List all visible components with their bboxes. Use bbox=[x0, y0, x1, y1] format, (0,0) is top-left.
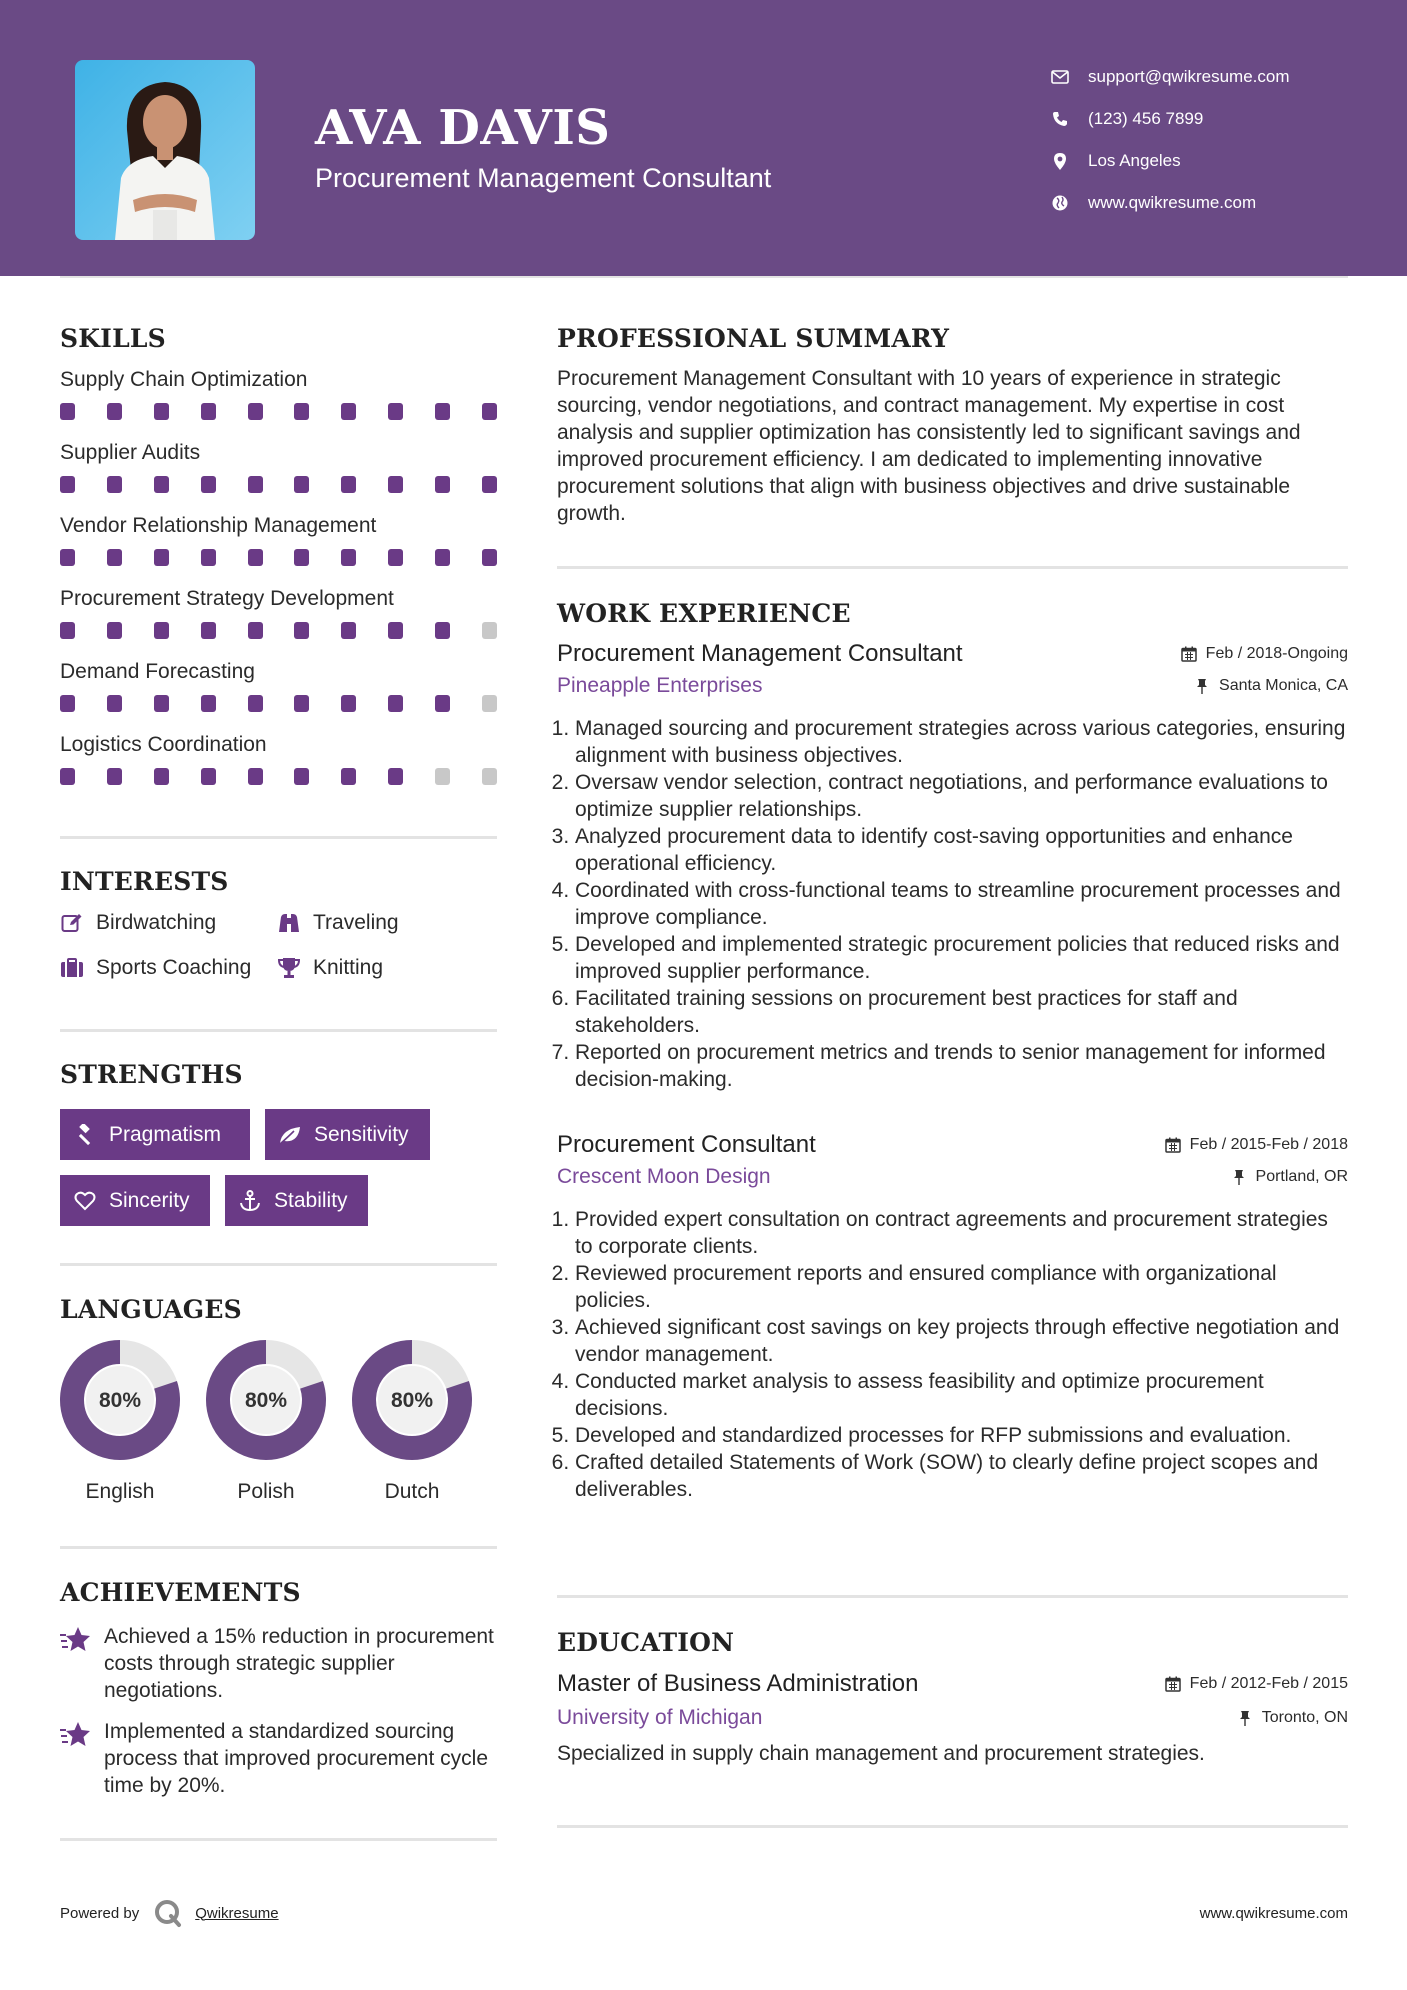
powered-by-text: Powered by bbox=[60, 1904, 140, 1922]
phone-icon bbox=[1050, 109, 1070, 129]
calendar-icon bbox=[1180, 645, 1198, 663]
rating-dot-filled bbox=[201, 695, 216, 712]
strength-badge bbox=[225, 1175, 368, 1226]
contact-website[interactable] bbox=[1050, 182, 1380, 224]
language-name: Dutch bbox=[384, 1480, 440, 1503]
pencil-square-icon bbox=[60, 911, 84, 935]
language-progress-ring bbox=[59, 1339, 181, 1461]
duty-item: 3. Achieved significant cost savings on key projects through effective negotiation and vendor management. bbox=[575, 1314, 1348, 1368]
rating-dot-filled bbox=[388, 549, 403, 566]
skill-item bbox=[60, 438, 497, 493]
rating-dot-empty bbox=[435, 768, 450, 785]
rating-dot-filled bbox=[60, 622, 75, 639]
rating-dot-filled bbox=[107, 403, 122, 420]
rating-dot-filled bbox=[107, 622, 122, 639]
achievement-text: Achieved a 15% reduction in procurement costs through strategic supplier negotiations. bbox=[104, 1625, 494, 1702]
strength-badge bbox=[60, 1175, 210, 1226]
contact-phone-text: (123) 456 7899 bbox=[1088, 109, 1204, 128]
profile-photo-image bbox=[75, 60, 255, 240]
duty-item: 5. Developed and standardized processes for RFP submissions and evaluation. bbox=[575, 1422, 1348, 1449]
skill-rating bbox=[60, 476, 497, 493]
suitcase-icon bbox=[60, 956, 84, 980]
rating-dot-empty bbox=[482, 768, 497, 785]
duty-item: 3. Analyzed procurement data to identify cost-saving opportunities and enhance operational efficiency. bbox=[575, 823, 1348, 877]
language-progress-ring bbox=[351, 1339, 473, 1461]
job-entry bbox=[557, 1131, 1348, 1503]
rating-dot-filled bbox=[341, 695, 356, 712]
rating-dot-filled bbox=[248, 476, 263, 493]
qwikresume-link[interactable]: Qwikresume bbox=[195, 1904, 279, 1922]
skill-rating bbox=[60, 695, 497, 712]
heart-icon bbox=[73, 1189, 97, 1213]
skill-item bbox=[60, 511, 497, 566]
rating-dot-filled bbox=[248, 768, 263, 785]
language-name: English bbox=[85, 1480, 155, 1503]
education-location bbox=[1236, 1709, 1348, 1727]
rating-dot-filled bbox=[388, 403, 403, 420]
rating-dot-filled bbox=[435, 403, 450, 420]
rating-dot-filled bbox=[294, 695, 309, 712]
candidate-title: Procurement Management Consultant bbox=[315, 163, 772, 193]
rating-dot-filled bbox=[154, 695, 169, 712]
rating-dot-filled bbox=[248, 695, 263, 712]
skill-rating bbox=[60, 622, 497, 639]
rating-dot-filled bbox=[341, 476, 356, 493]
skill-item bbox=[60, 365, 497, 420]
skill-item bbox=[60, 584, 497, 639]
rating-dot-filled bbox=[435, 549, 450, 566]
job-location-text: Portland, OR bbox=[1255, 1168, 1348, 1185]
job-location bbox=[1193, 677, 1348, 695]
candidate-name: AVA DAVIS bbox=[315, 100, 611, 156]
language-item bbox=[351, 1339, 473, 1504]
envelope-icon bbox=[1050, 67, 1070, 87]
skill-name: Supplier Audits bbox=[60, 441, 201, 464]
strength-label: Pragmatism bbox=[109, 1122, 222, 1146]
calendar-icon bbox=[1164, 1675, 1182, 1693]
contact-phone[interactable] bbox=[1050, 98, 1380, 140]
rating-dot-filled bbox=[248, 403, 263, 420]
rating-dot-filled bbox=[154, 549, 169, 566]
skill-rating bbox=[60, 549, 497, 566]
rating-dot-filled bbox=[341, 549, 356, 566]
binoculars-icon bbox=[277, 911, 301, 935]
rating-dot-filled bbox=[154, 403, 169, 420]
interest-item bbox=[60, 956, 251, 980]
trophy-icon bbox=[277, 956, 301, 980]
achievement-text: Implemented a standardized sourcing process that improved procurement cycle time by 20%. bbox=[104, 1720, 488, 1797]
leaf-icon bbox=[278, 1123, 302, 1147]
globe-icon bbox=[1050, 193, 1070, 213]
duty-item: 1. Managed sourcing and procurement strategies across various categories, ensuring alignment with business objectives. bbox=[575, 715, 1348, 769]
rating-dot-filled bbox=[60, 768, 75, 785]
qwikresume-logo-icon bbox=[153, 1898, 183, 1928]
rating-dot-filled bbox=[294, 622, 309, 639]
job-duties bbox=[557, 1206, 1348, 1503]
language-item bbox=[59, 1339, 181, 1504]
experience-title: WORK EXPERIENCE bbox=[557, 599, 851, 628]
education-title: EDUCATION bbox=[557, 1628, 735, 1657]
education-location-text: Toronto, ON bbox=[1261, 1709, 1348, 1726]
skill-name: Logistics Coordination bbox=[60, 733, 267, 756]
contact-list bbox=[1050, 56, 1380, 224]
job-duties bbox=[557, 715, 1348, 1093]
anchor-icon bbox=[238, 1189, 262, 1213]
job-title: Procurement Management Consultant bbox=[557, 640, 963, 667]
language-percent: 80% bbox=[390, 1389, 434, 1412]
rating-dot-filled bbox=[248, 622, 263, 639]
rating-dot-filled bbox=[107, 768, 122, 785]
rating-dot-filled bbox=[435, 622, 450, 639]
skills-title: SKILLS bbox=[60, 324, 166, 353]
strength-label: Sincerity bbox=[109, 1188, 190, 1212]
gavel-icon bbox=[73, 1123, 97, 1147]
map-pin-icon bbox=[1050, 151, 1070, 171]
strength-label: Stability bbox=[274, 1188, 348, 1212]
rating-dot-filled bbox=[154, 622, 169, 639]
rating-dot-filled bbox=[201, 403, 216, 420]
language-percent: 80% bbox=[244, 1389, 288, 1412]
interests-title: INTERESTS bbox=[60, 867, 229, 896]
summary-section bbox=[557, 324, 1348, 527]
job-dates-text: Feb / 2015-Feb / 2018 bbox=[1189, 1136, 1348, 1153]
strength-label: Sensitivity bbox=[314, 1122, 409, 1146]
rating-dot-filled bbox=[388, 622, 403, 639]
calendar-icon bbox=[1164, 1136, 1182, 1154]
section-divider bbox=[557, 566, 1348, 569]
achievement-item bbox=[60, 1718, 497, 1799]
interest-label: Knitting bbox=[313, 956, 384, 979]
rating-dot-filled bbox=[60, 403, 75, 420]
section-divider bbox=[60, 1546, 497, 1549]
rating-dot-filled bbox=[341, 622, 356, 639]
star-icon bbox=[60, 1625, 92, 1653]
section-divider bbox=[557, 1595, 1348, 1598]
experience-section bbox=[557, 599, 1348, 628]
star-icon bbox=[60, 1720, 92, 1748]
languages-title: LANGUAGES bbox=[60, 1295, 242, 1324]
skill-rating bbox=[60, 768, 497, 785]
rating-dot-filled bbox=[294, 403, 309, 420]
rating-dot-filled bbox=[201, 622, 216, 639]
duty-item: 6. Crafted detailed Statements of Work (SOW) to clearly define project scopes and deliverables. bbox=[575, 1449, 1348, 1503]
skill-rating bbox=[60, 403, 497, 420]
pushpin-icon bbox=[1193, 677, 1211, 695]
language-percent: 80% bbox=[98, 1389, 142, 1412]
duty-item: 7. Reported on procurement metrics and trends to senior management for informed decision-making. bbox=[575, 1039, 1348, 1093]
language-item bbox=[205, 1339, 327, 1504]
school-name: University of Michigan bbox=[557, 1706, 763, 1729]
rating-dot-filled bbox=[388, 476, 403, 493]
rating-dot-filled bbox=[154, 768, 169, 785]
header-divider bbox=[60, 276, 1348, 278]
interest-item bbox=[60, 911, 216, 935]
rating-dot-filled bbox=[201, 549, 216, 566]
company-name: Pineapple Enterprises bbox=[557, 674, 763, 697]
section-divider bbox=[60, 836, 497, 839]
rating-dot-filled bbox=[435, 476, 450, 493]
duty-item: 1. Provided expert consultation on contract agreements and procurement strategies to corporate clients. bbox=[575, 1206, 1348, 1260]
powered-by bbox=[60, 1898, 279, 1928]
contact-email-text: support@qwikresume.com bbox=[1088, 67, 1290, 86]
contact-location bbox=[1050, 140, 1380, 182]
rating-dot-filled bbox=[341, 403, 356, 420]
duty-item: 4. Conducted market analysis to assess feasibility and optimize procurement decisions. bbox=[575, 1368, 1348, 1422]
job-entry bbox=[557, 640, 1348, 1093]
interest-label: Sports Coaching bbox=[96, 956, 252, 979]
rating-dot-filled bbox=[482, 549, 497, 566]
skill-name: Procurement Strategy Development bbox=[60, 587, 394, 610]
job-location-text: Santa Monica, CA bbox=[1219, 677, 1348, 694]
interest-label: Birdwatching bbox=[96, 911, 217, 934]
interest-item bbox=[277, 956, 383, 980]
section-divider bbox=[60, 1029, 497, 1032]
footer-website[interactable]: www.qwikresume.com bbox=[1199, 1905, 1348, 1922]
rating-dot-empty bbox=[482, 695, 497, 712]
interest-item bbox=[277, 911, 399, 935]
profile-photo bbox=[75, 60, 255, 240]
header bbox=[0, 0, 1407, 276]
rating-dot-filled bbox=[60, 549, 75, 566]
duty-item: 4. Coordinated with cross-functional teams to streamline procurement processes and improve compliance. bbox=[575, 877, 1348, 931]
achievements-title: ACHIEVEMENTS bbox=[60, 1578, 301, 1607]
company-name: Crescent Moon Design bbox=[557, 1165, 771, 1188]
language-name: Polish bbox=[237, 1480, 295, 1503]
interest-label: Traveling bbox=[313, 911, 399, 934]
rating-dot-filled bbox=[388, 768, 403, 785]
rating-dot-empty bbox=[482, 622, 497, 639]
rating-dot-filled bbox=[60, 695, 75, 712]
contact-email[interactable] bbox=[1050, 56, 1380, 98]
job-dates-text: Feb / 2018-Ongoing bbox=[1205, 645, 1348, 662]
education-dates bbox=[1164, 1675, 1348, 1693]
section-divider bbox=[60, 1838, 497, 1841]
section-divider bbox=[60, 1263, 497, 1266]
duty-item: 2. Reviewed procurement reports and ensured compliance with organizational policies. bbox=[575, 1260, 1348, 1314]
strengths-title: STRENGTHS bbox=[60, 1060, 243, 1089]
rating-dot-filled bbox=[201, 768, 216, 785]
skill-item bbox=[60, 657, 497, 712]
rating-dot-filled bbox=[201, 476, 216, 493]
summary-title: PROFESSIONAL SUMMARY bbox=[557, 324, 950, 353]
rating-dot-filled bbox=[107, 549, 122, 566]
rating-dot-filled bbox=[294, 549, 309, 566]
strength-badge bbox=[60, 1109, 250, 1160]
contact-website-text: www.qwikresume.com bbox=[1088, 193, 1257, 212]
rating-dot-filled bbox=[60, 476, 75, 493]
rating-dot-filled bbox=[154, 476, 169, 493]
pushpin-icon bbox=[1236, 1709, 1254, 1727]
education-dates-text: Feb / 2012-Feb / 2015 bbox=[1189, 1675, 1348, 1692]
job-title: Procurement Consultant bbox=[557, 1131, 816, 1158]
section-divider bbox=[557, 1825, 1348, 1828]
rating-dot-filled bbox=[482, 403, 497, 420]
job-location bbox=[1230, 1168, 1348, 1186]
pushpin-icon bbox=[1230, 1168, 1248, 1186]
duty-item: 6. Facilitated training sessions on procurement best practices for staff and stakeholders. bbox=[575, 985, 1348, 1039]
rating-dot-filled bbox=[388, 695, 403, 712]
education-description: Specialized in supply chain management and procurement strategies. bbox=[557, 1742, 1205, 1765]
duty-item: 2. Oversaw vendor selection, contract negotiations, and performance evaluations to optimize supplier relationships. bbox=[575, 769, 1348, 823]
summary-text: Procurement Management Consultant with 10 years of experience in strategic sourcing, vendor negotiations, and contract management. My expertise in cost analysis and supplier optimization has consistently led to significant savings and improved procurement efficiency. I am dedicated to implementing innovative procurement solutions that align with business objectives and drive sustainable growth. bbox=[557, 367, 1301, 525]
rating-dot-filled bbox=[248, 549, 263, 566]
rating-dot-filled bbox=[294, 768, 309, 785]
skill-item bbox=[60, 730, 497, 785]
rating-dot-filled bbox=[107, 476, 122, 493]
rating-dot-filled bbox=[294, 476, 309, 493]
job-dates bbox=[1180, 645, 1348, 663]
skill-name: Vendor Relationship Management bbox=[60, 514, 377, 537]
rating-dot-filled bbox=[107, 695, 122, 712]
duty-item: 5. Developed and implemented strategic procurement policies that reduced risks and improved supplier performance. bbox=[575, 931, 1348, 985]
job-dates bbox=[1164, 1136, 1348, 1154]
degree-title: Master of Business Administration bbox=[557, 1670, 919, 1697]
rating-dot-filled bbox=[482, 476, 497, 493]
rating-dot-filled bbox=[435, 695, 450, 712]
education-section bbox=[557, 1628, 1348, 1767]
contact-location-text: Los Angeles bbox=[1088, 151, 1181, 170]
strength-badge bbox=[265, 1109, 430, 1160]
achievement-item bbox=[60, 1623, 497, 1704]
language-progress-ring bbox=[205, 1339, 327, 1461]
skill-name: Supply Chain Optimization bbox=[60, 368, 308, 391]
rating-dot-filled bbox=[341, 768, 356, 785]
skill-name: Demand Forecasting bbox=[60, 660, 255, 683]
